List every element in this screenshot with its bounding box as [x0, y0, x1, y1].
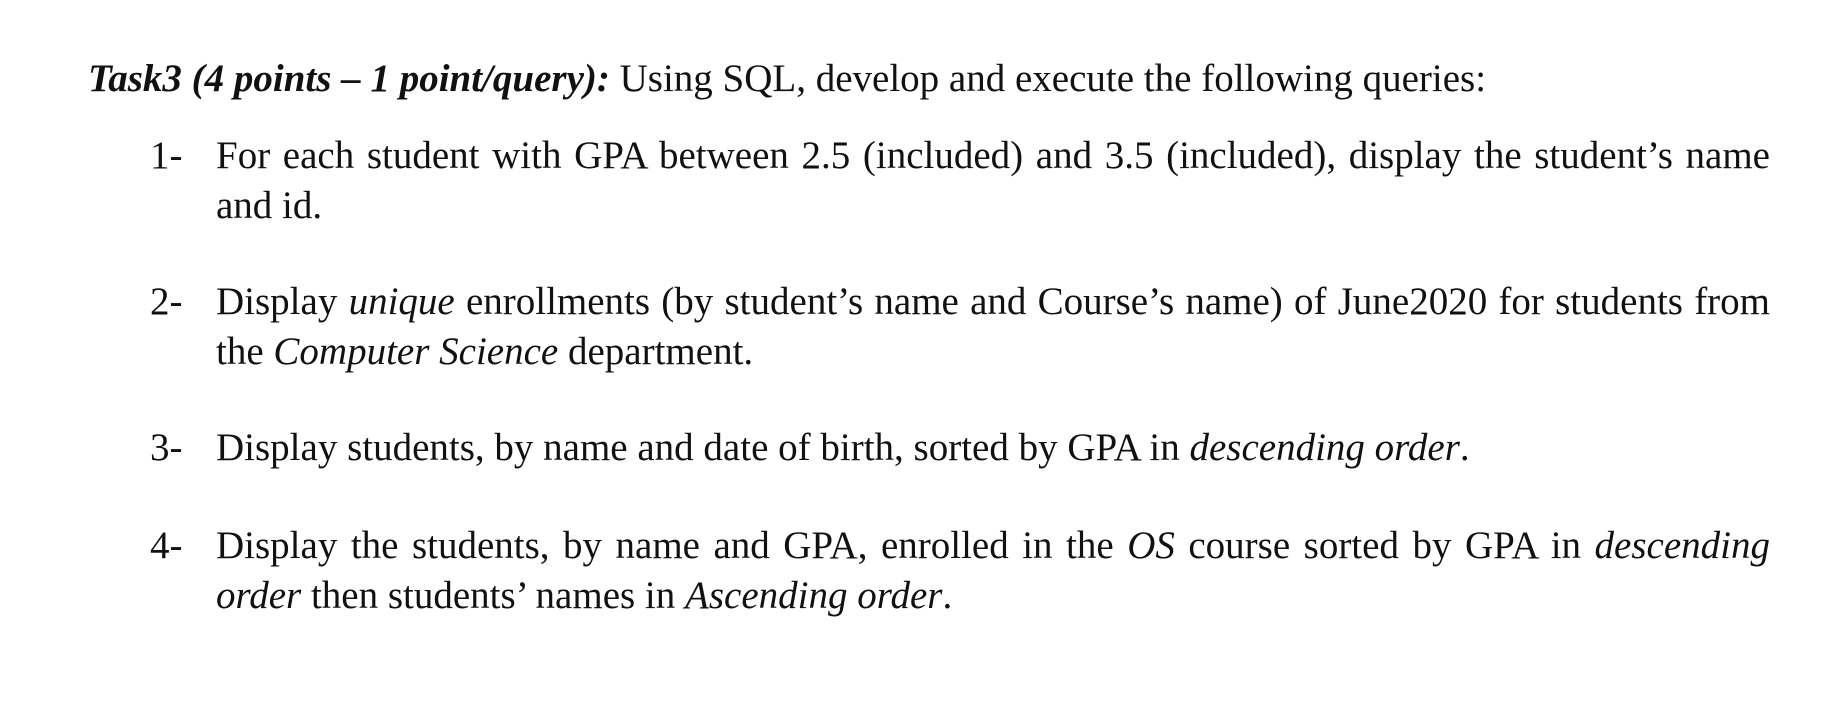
emphasis-unique: unique: [348, 280, 455, 323]
task-title: Task3 (4 points – 1 point/query):: [88, 57, 610, 100]
query-number: 4-: [150, 524, 183, 567]
query-text-part: Display: [216, 280, 349, 323]
query-number: 3-: [150, 426, 183, 469]
query-text: [216, 521, 1770, 621]
query-text: [216, 131, 1770, 231]
query-text-part: course sorted by GPA in: [1174, 524, 1595, 567]
emphasis-ascending-order: Ascending order: [685, 574, 943, 617]
query-text-part: .: [942, 574, 953, 617]
query-number: 1-: [150, 134, 183, 177]
query-text-part: For each student with GPA between 2.5 (included) and 3.5 (included), display the student’s name and id.: [216, 134, 1770, 227]
emphasis-os: OS: [1127, 524, 1175, 567]
task-instruction: Using SQL, develop and execute the following queries:: [609, 57, 1487, 100]
query-item-1: [150, 131, 1770, 231]
task-heading: [88, 50, 1486, 108]
query-text-part: .: [1459, 426, 1470, 469]
query-text: [216, 277, 1770, 377]
query-text-part: department.: [558, 330, 754, 373]
emphasis-department: Computer Science: [273, 330, 559, 373]
query-item-2: [150, 277, 1770, 377]
query-text-part: Display students, by name and date of birth, sorted by GPA in: [216, 426, 1190, 469]
query-text-part: then students’ names in: [301, 574, 686, 617]
emphasis-descending-order: descending order: [1189, 426, 1460, 469]
query-item-4: [150, 521, 1770, 621]
query-number: 2-: [150, 280, 183, 323]
query-text: [216, 423, 1770, 473]
query-item-3: [150, 423, 1770, 473]
query-text-part: enrollments (by student’s name and Course’s name) of June2020 for students from the: [216, 280, 1771, 373]
emphasis-descending-order: descending order: [216, 524, 1770, 617]
query-text-part: Display the students, by name and GPA, enrolled in the: [216, 524, 1128, 567]
